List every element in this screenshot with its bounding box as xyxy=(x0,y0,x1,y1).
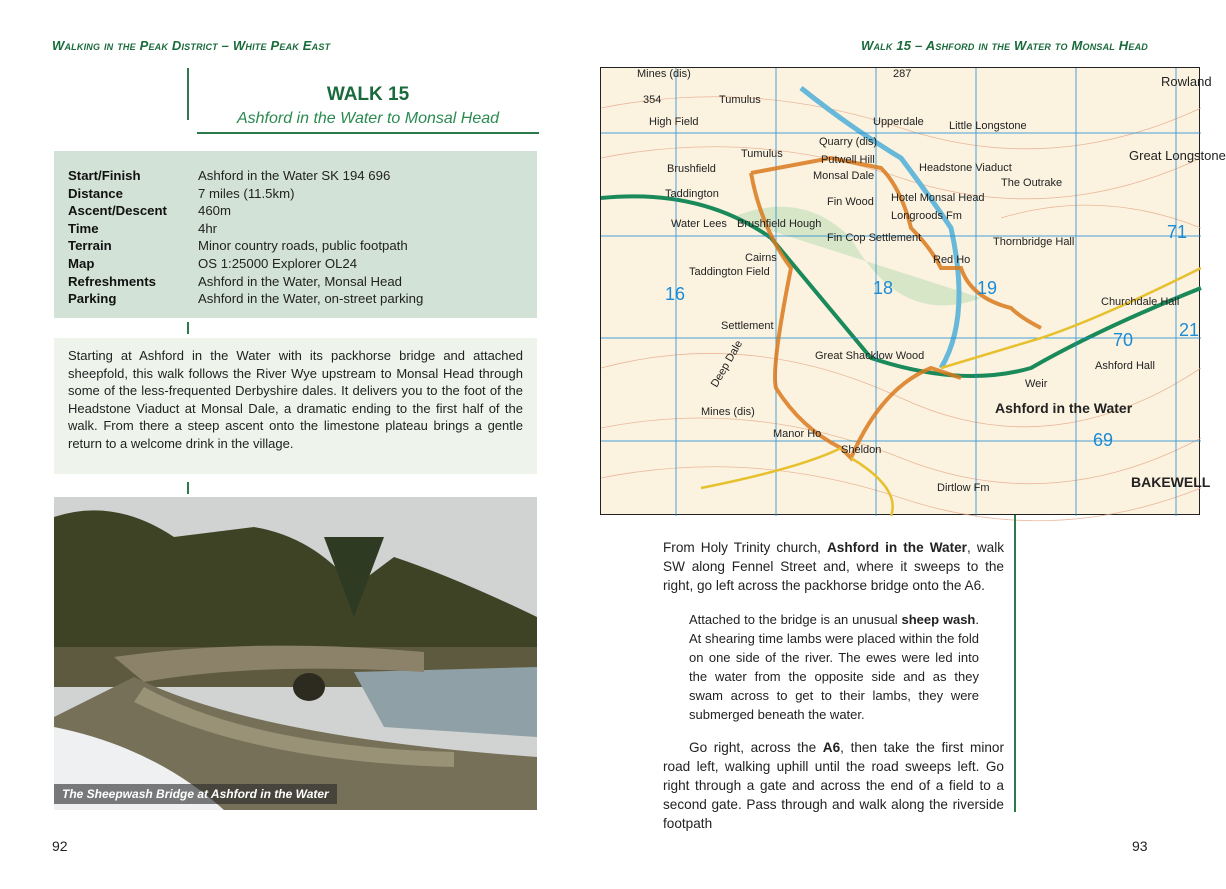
text: , walk SW along Fennel Street and, where it sweeps to the right, go left across the packhorse bridge onto the A6. xyxy=(663,540,1005,594)
info-label: Terrain xyxy=(68,238,112,254)
map-label: Ashford Hall xyxy=(1095,360,1155,372)
page-number-right: 93 xyxy=(1132,838,1148,854)
grid-number: 19 xyxy=(977,278,998,298)
map-label: Brushfield xyxy=(667,163,716,175)
map-label: Tumulus xyxy=(719,94,761,106)
map-label: Monsal Dale xyxy=(813,170,875,182)
info-value: Minor country roads, public footpath xyxy=(198,238,408,254)
info-label: Start/Finish xyxy=(68,168,141,183)
running-head-right: Walk 15 – Ashford in the Water to Monsal Head xyxy=(860,38,1148,53)
page-number-left: 92 xyxy=(52,838,68,854)
grid-number: 21 xyxy=(1179,320,1200,340)
walk-number: WALK 15 xyxy=(326,84,410,105)
info-label: Distance xyxy=(68,185,123,201)
map-label: Hotel Monsal Head xyxy=(891,192,985,204)
grid-number: 16 xyxy=(665,284,686,304)
running-head-left: Walking in the Peak District – White Peak East xyxy=(52,38,331,53)
grid-number: 70 xyxy=(1113,330,1134,350)
grid-number: 71 xyxy=(1167,222,1188,242)
map-label: Churchdale Hall xyxy=(1101,296,1180,308)
info-value: OS 1:25000 Explorer OL24 xyxy=(198,255,358,271)
photo-caption: The Sheepwash Bridge at Ashford in the Water xyxy=(54,784,337,804)
info-label: Parking xyxy=(68,291,117,307)
text: . At shearing time lambs were placed within the fold on one side of the river. The ewes were led into the water from the opposite side and as they swam across to get to their lambs, they were submerged beneath the water. xyxy=(689,611,979,722)
info-label: Map xyxy=(68,255,95,271)
info-value: Ashford in the Water, Monsal Head xyxy=(198,273,403,289)
map-label: Fin Cop Settlement xyxy=(827,232,922,244)
title-rule xyxy=(197,132,539,134)
map-label: Mines (dis) xyxy=(701,406,755,418)
info-label: Time xyxy=(68,220,99,236)
walk-title: Ashford in the Water to Monsal Head xyxy=(236,110,500,127)
map-label: Manor Ho xyxy=(773,428,822,440)
paragraph-1 xyxy=(663,538,1004,596)
map-label: Mines (dis) xyxy=(637,68,691,80)
text: , then take the first minor road left, walking uphill until the road sweeps left. Go right through a gate and across the end of a field to a second gate. Pass through and walk along the riverside footpath xyxy=(663,739,1004,832)
photo-graphic xyxy=(54,497,537,810)
map-label: Great Shacklow Wood xyxy=(815,350,925,362)
info-box xyxy=(54,151,537,318)
info-label: Ascent/Descent xyxy=(68,203,167,219)
map-label: Great Longstone xyxy=(1129,148,1226,163)
map-label: Sheldon xyxy=(841,444,882,456)
text: Attached to the bridge is an unusual xyxy=(689,611,902,627)
map-label: Fin Wood xyxy=(827,196,874,208)
place-name: Ashford in the Water xyxy=(826,540,967,555)
map-label: Thornbridge Hall xyxy=(993,236,1075,248)
info-value: 7 miles (11.5km) xyxy=(198,185,295,201)
map-label: Red Ho xyxy=(933,254,971,266)
info-value: 4hr xyxy=(198,220,218,236)
road-name: A6 xyxy=(822,739,841,755)
map-label: Deep Dale xyxy=(708,338,746,390)
divider xyxy=(187,482,189,494)
paragraph-2 xyxy=(663,738,1004,834)
text: Go right, across the xyxy=(689,739,823,755)
info-label: Refreshments xyxy=(68,273,156,289)
intro-text: Starting at Ashford in the Water with its packhorse bridge and attached sheepfold, this walk follows the River Wye upstream to Monsal Head through some of the less-frequented Derbyshire dales. It delivers you to the foot of the Headstone Viaduct at Monsal Dale, a dramatic ending to the first half of the walk. From there a steep ascent onto the limestone plateau brings a gentle return to a welcome drink in the village. xyxy=(54,338,537,474)
info-value: 460m xyxy=(198,203,231,219)
map-label: BAKEWELL xyxy=(1131,474,1211,490)
map-label: Settlement xyxy=(721,320,774,332)
map-label: Taddington xyxy=(665,188,719,200)
walk-text-column xyxy=(663,538,1004,834)
map-label: The Outrake xyxy=(1001,177,1063,189)
grid-number: 69 xyxy=(1093,430,1114,450)
map-label: 287 xyxy=(893,68,912,80)
info-value: Ashford in the Water SK 194 696 xyxy=(198,168,391,183)
map-label: Upperdale xyxy=(873,116,924,128)
aside-sheep-wash xyxy=(689,610,979,724)
photo-sheepwash-bridge xyxy=(54,497,537,810)
info-value: Ashford in the Water, on-street parking xyxy=(198,291,424,307)
map-label: 354 xyxy=(643,94,662,106)
map-label: Weir xyxy=(1025,378,1048,390)
map-label: Rowland xyxy=(1161,74,1212,89)
map-label: Tumulus xyxy=(741,148,783,160)
map-label: Dirtlow Fm xyxy=(937,482,990,494)
map-label: Quarry (dis) xyxy=(819,136,878,148)
map-label: Putwell Hill xyxy=(821,154,875,166)
map-label: Brushfield Hough xyxy=(737,218,822,230)
map-label: High Field xyxy=(649,116,699,128)
route-map xyxy=(600,67,1226,515)
map-label: Headstone Viaduct xyxy=(919,162,1012,174)
highlight: sheep wash xyxy=(901,611,976,627)
text: From Holy Trinity church, xyxy=(663,540,827,555)
divider xyxy=(1014,515,1016,812)
divider xyxy=(187,322,189,334)
map-label: Ashford in the Water xyxy=(995,400,1133,416)
map-label: Little Longstone xyxy=(949,120,1027,132)
map-label: Cairns xyxy=(745,252,777,264)
map-label: Water Lees xyxy=(671,218,727,230)
grid-number: 18 xyxy=(873,278,894,298)
map-label: Taddington Field xyxy=(689,266,770,278)
divider xyxy=(187,68,189,120)
map-label: Longroods Fm xyxy=(891,210,962,222)
